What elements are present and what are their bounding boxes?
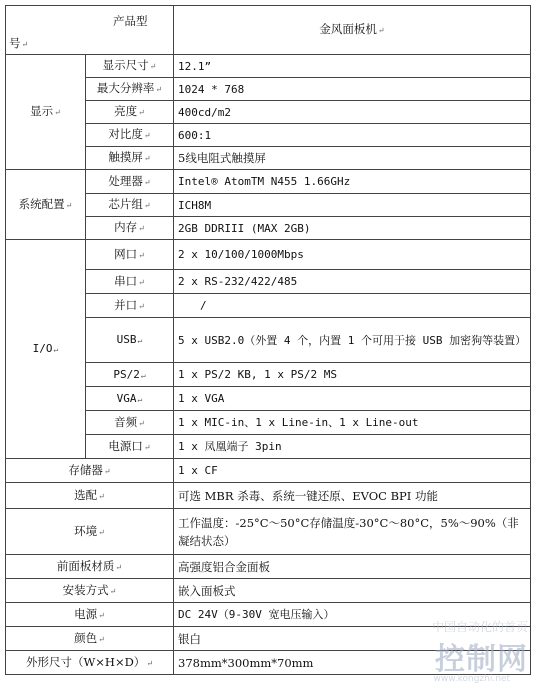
- table-row: [6, 240, 531, 270]
- row-value: ICH8M: [174, 194, 531, 217]
- row-key: 亮度 ↵: [86, 101, 174, 124]
- row-key: 芯片组 ↵: [86, 194, 174, 217]
- row-value: 可选 MBR 杀毒、系统一键还原、EVOC BPI 功能: [174, 483, 531, 509]
- row-key: 前面板材质 ↵: [6, 555, 174, 579]
- table-row: [6, 603, 531, 627]
- row-value: 2 x RS-232/422/485: [174, 270, 531, 294]
- table-row: [6, 483, 531, 509]
- row-key: 音频 ↵: [86, 411, 174, 435]
- row-value: 600:1: [174, 124, 531, 147]
- row-value: 银白: [174, 627, 531, 651]
- row-value: DC 24V（9-30V 宽电压输入）: [174, 603, 531, 627]
- header-label-cell: [6, 6, 174, 55]
- row-key: 外形尺寸（W×H×D） ↵: [6, 651, 174, 675]
- header-row: [6, 6, 531, 55]
- product-title: 金风面板机 ↵: [319, 22, 384, 36]
- row-value: 嵌入面板式: [174, 579, 531, 603]
- row-key: PS/2 ↵: [86, 363, 174, 387]
- row-key: 对比度 ↵: [86, 124, 174, 147]
- row-key: 安装方式 ↵: [6, 579, 174, 603]
- row-key: 电源口 ↵: [86, 435, 174, 459]
- header-label-part2: 号 ↵: [9, 34, 28, 54]
- row-value: Intel® AtomTM N455 1.66GHz: [174, 170, 531, 194]
- row-key: USB ↵: [86, 318, 174, 363]
- row-key: VGA ↵: [86, 387, 174, 411]
- row-key: 存储器 ↵: [6, 459, 174, 483]
- row-value: 5线电阻式触摸屏: [174, 147, 531, 170]
- row-key: 环境 ↵: [6, 509, 174, 555]
- table-row: [6, 509, 531, 555]
- watermark-url: www.kongzhi.net: [433, 674, 510, 684]
- row-key: 并口 ↵: [86, 294, 174, 318]
- spec-table: [5, 5, 531, 675]
- row-key: 内存 ↵: [86, 217, 174, 240]
- row-key: 网口 ↵: [86, 240, 174, 270]
- row-value: 1 x CF: [174, 459, 531, 483]
- watermark-tagline: 中国自动化的首页: [431, 620, 528, 634]
- table-row: [6, 627, 531, 651]
- row-value: 5 x USB2.0（外置 4 个，内置 1 个可用于接 USB 加密狗等装置）: [174, 318, 531, 363]
- table-row: [6, 55, 531, 78]
- row-value: 1 x MIC-in、1 x Line-in、1 x Line-out: [174, 411, 531, 435]
- group-system: 系统配置 ↵: [6, 170, 86, 240]
- watermark-brand: 控制网: [435, 642, 528, 677]
- table-row: [6, 459, 531, 483]
- row-value: 378mm*300mm*70mm: [174, 651, 531, 675]
- row-value: /: [174, 294, 531, 318]
- row-value: 1024 * 768: [174, 78, 531, 101]
- row-key: 处理器 ↵: [86, 170, 174, 194]
- row-value: 2GB DDRIII (MAX 2GB): [174, 217, 531, 240]
- row-value: 1 x VGA: [174, 387, 531, 411]
- row-key: 串口 ↵: [86, 270, 174, 294]
- row-key: 最大分辨率 ↵: [86, 78, 174, 101]
- row-value: 1 x 凤凰端子 3pin: [174, 435, 531, 459]
- header-label-part1: 产品型: [113, 14, 148, 28]
- row-value: 400cd/m2: [174, 101, 531, 124]
- group-display: 显示 ↵: [6, 55, 86, 170]
- table-row: [6, 555, 531, 579]
- table-row: [6, 170, 531, 194]
- table-row: [6, 579, 531, 603]
- row-value: 高强度铝合金面板: [174, 555, 531, 579]
- row-key: 显示尺寸 ↵: [86, 55, 174, 78]
- row-key: 颜色 ↵: [6, 627, 174, 651]
- row-value: 2 x 10/100/1000Mbps: [174, 240, 531, 270]
- row-value: 1 x PS/2 KB, 1 x PS/2 MS: [174, 363, 531, 387]
- row-value: 工作温度：-25°C～50°C存储温度-30°C～80°C，5%～90%（非凝结状态）: [174, 509, 531, 555]
- header-title-cell: [174, 6, 531, 55]
- spec-sheet: [5, 5, 530, 687]
- table-row: [6, 651, 531, 675]
- row-value: 12.1”: [174, 55, 531, 78]
- row-key: 触摸屏 ↵: [86, 147, 174, 170]
- row-key: 电源 ↵: [6, 603, 174, 627]
- group-io: I/O ↵: [6, 240, 86, 459]
- row-key: 选配 ↵: [6, 483, 174, 509]
